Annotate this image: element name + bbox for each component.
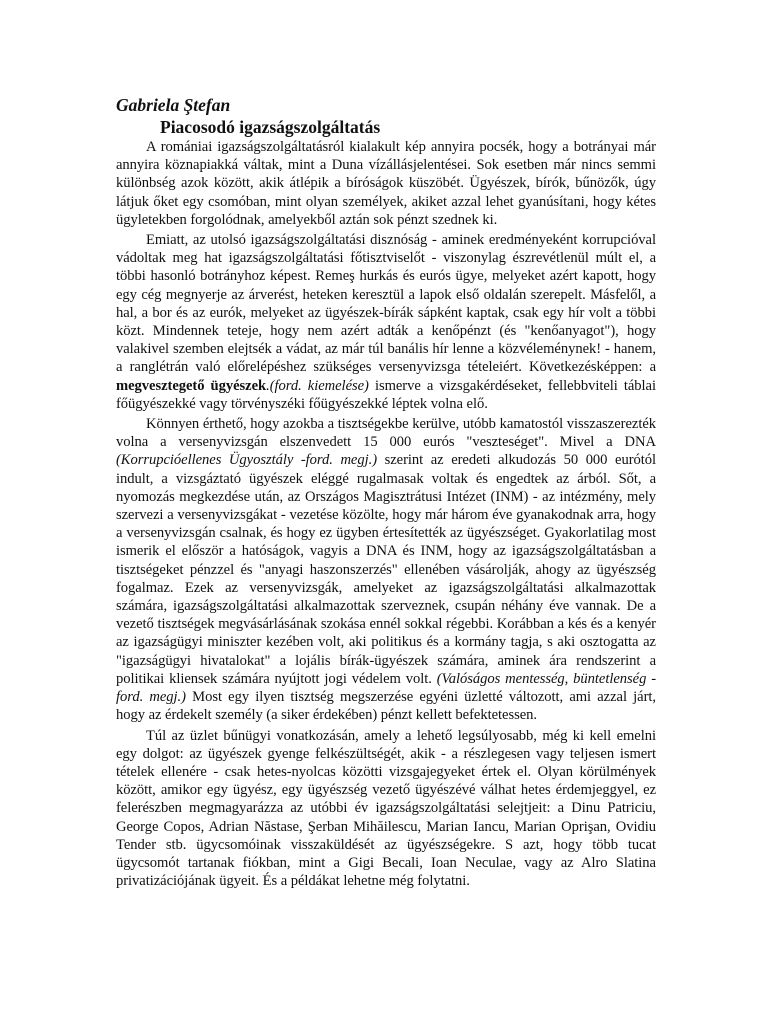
paragraph-3 bbox=[116, 415, 656, 724]
paragraph-text: ismerve a vizsgakérdéseket, fellebbviteli táblai főügyészekké vagy törvényszéki főügyészekké léptek volna elő. bbox=[116, 377, 656, 412]
paragraph-text: A romániai igazságszolgáltatásról kialakult kép annyira pocsék, hogy a botrányai már annyira köznapiakká váltak, mint a Duna vízállásjelentései. Sok esetben már nincs semmi különbség azok között, akik átlépik a bíróságok küszöbét. Ügyészek, bírók, bűnözők, úgy látjuk őket egy csomóban, mint olyan személyek, akiket azzal lehet gyanúsítani, hogy kétes ügyletekben forgolódnak, amelyekből aztán sok pénzt szednek ki. bbox=[116, 139, 656, 228]
article-title: Piacosodó igazságszolgáltatás bbox=[160, 117, 381, 137]
document-page bbox=[116, 94, 656, 890]
bold-emphasis: megvesztegető ügyészek bbox=[116, 377, 267, 394]
paragraph-text: Könnyen érthető, hogy azokba a tisztségekbe kerülve, utóbb kamatostól visszaszerezték volna a versenyvizsgán elszenvedett 15 000 eurós "veszteséget". Mivel a DNA bbox=[116, 416, 656, 451]
paragraph-2 bbox=[116, 231, 656, 413]
translator-note: .(ford. kiemelése) bbox=[266, 377, 369, 394]
translator-note: (Korrupcióellenes Ügyosztály -ford. megj.) bbox=[116, 452, 378, 469]
paragraph-1 bbox=[116, 138, 656, 229]
paragraph-text: Most egy ilyen tisztség megszerzése egyéni üzletté változott, ami azzal járt, hogy az érdekelt személy (a siker érdekében) pénzt kellett befektetessen. bbox=[116, 689, 657, 724]
paragraph-4 bbox=[116, 727, 656, 891]
paragraph-text: Emiatt, az utolsó igazságszolgáltatási disznóság - aminek eredményeként korrupcióval vádoltak meg hat igazságszolgáltatási főtisztviselőt - viszonylag észrevétlenül múlt el, a többi hasonló botrányhoz képest. Remeş hurkás és eurós ügye, melyeket azért kapott, hogy egy cég megnyerje az árverést, heteken keresztül a lapok első oldalán szerepelt. Másfelől, a hal, a bor és az eurók, melyeket az ügyészek-bírák sápként kaptak, csak egy hír volt a többi közt. Mindennek teteje, hogy nem azért adták a kenőpénzt (és "kenőanyagot"), hogy valakivel szemben elejtsék a vádat, az már túl banális hír lenne a közvéleménynek! - hanem, a ranglétrán való előrelépéshez szükséges versenyvizsga tételeiért. Következésképpen: a bbox=[116, 232, 656, 376]
author-name: Gabriela Ştefan bbox=[116, 95, 231, 115]
paragraph-text: szerint az eredeti alkudozás 50 000 eurótól indult, a vizsgáztató ügyészek eléggé rugalmasak voltak és engedtek az árból. Sőt, a nyomozás megkezdése után, az Országos Magisztrátusi Intézet (INM) - az intézmény, mely szervezi a versenyvizsgákat - vezetése közölte, hogy már három éve gyanakodnak arra, hogy a versenyvizsgán csalnak, és hogy ez ügyben értesítették az ügyészséget. Gyakorlatilag most ismerik el először a hatóságok, vagyis a DNA és INM, hogy az igazságszolgáltatásban a tisztségeket pénzzel és "anyagi haszonszerzés" ellenében vásárolják, ahogy az ügyészség fogalmaz. Ezek az versenyvizsgák, amelyeket az igazságszolgáltatási alkalmazottak számára, igazságszolgáltatási alkalmazottak szerveznek, csupán néhány éve vannak. De a vezető tisztségek megvásárlásának szokása ennél sokkal régebbi. Korábban a kés és a kenyér az igazságügyi miniszter kezében volt, aki politikus és a kormány tagja, s aki osztogatta az "igazságügyi hivatalokat" a lojális bírák-ügyészek számára, aminek ára rendszerint a politikai kliensek számára nyújtott jogi védelem volt. bbox=[116, 452, 657, 687]
paragraph-text: Túl az üzlet bűnügyi vonatkozásán, amely a lehető legsúlyosabb, még ki kell emelni egy dolgot: az ügyészek gyenge felkészültségét, akik - a részlegesen vagy teljesen ismert tételek ellenére - csak hetes-nyolcas közötti vizsgajegyeket értek el. Olyan körülmények között, amikor egy ügyész, egy ügyészség vezető ügyészévé válhat hetes érdemjeggyel, ez felerészben megmagyarázza az utóbbi év igazságszolgáltatási selejtjeit: a Dinu Patriciu, George Copos, Adrian Năstase, Şerban Mihăilescu, Marian Iancu, Marian Oprişan, Ovidiu Tender stb. ügycsomóinak visszaküldését az ügyészségekre. S azt, hogy több tucat ügycsomót tartanak fiókban, mint a Gigi Becali, Ioan Neculae, vagy az Alro Slatina privatizációjának ügyeit. És a példákat lehetne még folytatni. bbox=[116, 727, 656, 890]
translator-note: (Valóságos mentesség, büntetlenség - ford. megj.) bbox=[116, 670, 656, 706]
